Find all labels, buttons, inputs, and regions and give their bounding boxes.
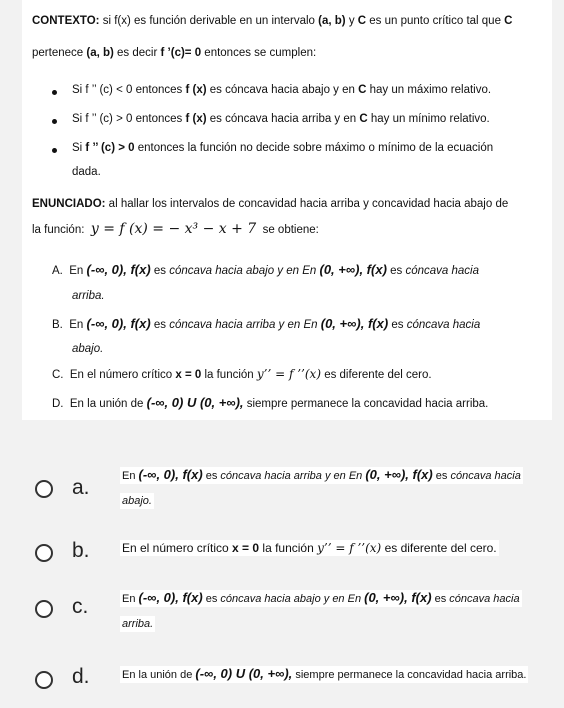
context-bullet-3-cont: dada. [72,166,101,178]
option-text[interactable]: En (-∞, 0), f(x) es cóncava hacia arriba y en En (0, +∞), f(x) es cóncava hacia [122,467,521,482]
option-letter: a. [72,476,90,499]
choice-d: D. En la unión de (-∞, 0) U (0, +∞), siempre permanece la concavidad hacia arriba. [52,395,489,410]
choice-c: C. En el número crítico x = 0 la función y’’ = f ’’(x) es diferente del cero. [52,367,432,381]
function-equation: y = f (x) = − x³ − x + 7 [90,221,257,237]
statement-label: ENUNCIADO: [32,198,106,210]
context-bullet-2: Si f ’’ (c) > 0 entonces f (x) es cóncava hacia arriba y en C hay un mínimo relativo. [72,113,490,125]
bullet-dot [52,148,57,153]
radio-button-d[interactable] [35,671,53,689]
radio-button-a[interactable] [35,480,53,498]
bullet-dot [52,119,57,124]
choice-a-cont: arriba. [72,290,105,302]
option-text-cont[interactable]: arriba. [122,618,154,630]
choice-b-cont: abajo. [72,343,104,355]
radio-button-c[interactable] [35,600,53,618]
question-card [22,0,552,420]
option-text[interactable]: En la unión de (-∞, 0) U (0, +∞), siempre permanece la concavidad hacia arriba. [122,666,527,681]
option-text[interactable]: En (-∞, 0), f(x) es cóncava hacia abajo y en En (0, +∞), f(x) es cóncava hacia [122,590,520,605]
statement-line-2: la función: y = f (x) = − x³ − x + 7 se obtiene: [32,221,319,237]
option-letter: b. [72,539,90,562]
radio-button-b[interactable] [35,544,53,562]
context-bullet-1: Si f ’’ (c) < 0 entonces f (x) es cóncava hacia abajo y en C hay un máximo relativo. [72,84,492,96]
option-letter: c. [72,595,89,618]
option-text-cont[interactable]: abajo. [122,495,152,507]
context-bullet-3: Si f ’’ (c) > 0 entonces la función no decide sobre máximo o mínimo de la ecuación [72,142,494,154]
option-letter: d. [72,665,90,688]
choice-b: B. En (-∞, 0), f(x) es cóncava hacia arriba y en En (0, +∞), f(x) es cóncava hacia [52,316,481,331]
context-label: CONTEXTO: [32,15,100,27]
context-line-2: pertenece (a, b) es decir f ’(c)= 0 entonces se cumplen: [32,47,317,59]
option-text[interactable]: En el número crítico x = 0 la función y’’ = f ’’(x) es diferente del cero. [122,541,497,555]
statement-line-1: ENUNCIADO: al hallar los intervalos de concavidad hacia arriba y concavidad hacia abajo de [32,198,509,210]
choice-a: A. En (-∞, 0), f(x) es cóncava hacia abajo y en En (0, +∞), f(x) es cóncava hacia [52,262,479,277]
bullet-dot [52,90,57,95]
context-line-1: CONTEXTO: si f(x) es función derivable en un intervalo (a, b) y C es un punto crítico tal que C [32,15,513,27]
